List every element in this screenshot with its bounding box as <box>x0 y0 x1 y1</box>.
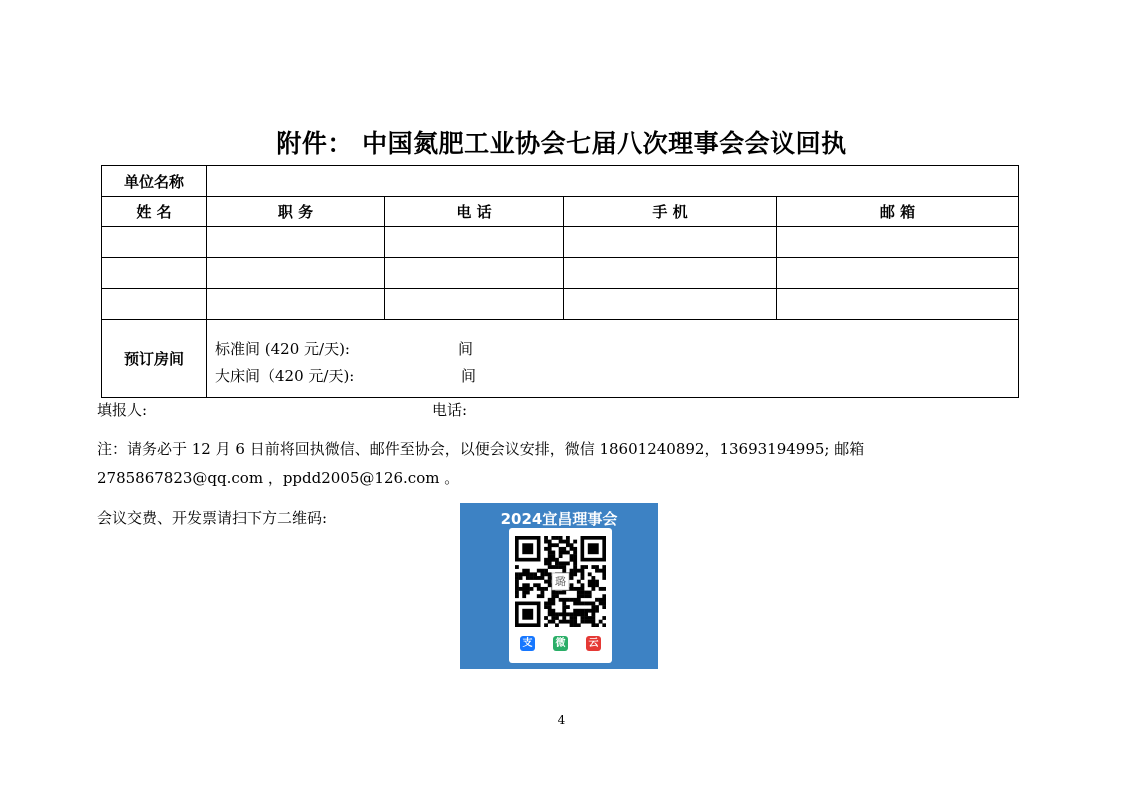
table-row <box>102 289 1019 320</box>
header-row <box>102 197 1019 227</box>
col-header-position: 职 务 <box>207 197 385 227</box>
mobile-cell[interactable] <box>564 258 777 289</box>
name-cell[interactable] <box>102 258 207 289</box>
name-cell[interactable] <box>102 289 207 320</box>
unit-name-row <box>102 166 1019 197</box>
position-cell[interactable] <box>207 258 385 289</box>
unit-name-field[interactable] <box>207 166 1019 197</box>
col-header-name: 姓 名 <box>102 197 207 227</box>
payment-qr-card <box>460 503 658 669</box>
wechat-pay-icon: 微 <box>553 636 568 651</box>
qr-code-icon[interactable] <box>515 536 606 627</box>
room-king-unit: 间 <box>461 367 477 385</box>
room-booking-cell <box>207 320 1019 398</box>
phone-label: 电话: <box>432 401 468 419</box>
position-cell[interactable] <box>207 227 385 258</box>
payment-instruction: 会议交费、开发票请扫下方二维码: <box>97 509 328 527</box>
phone-cell[interactable] <box>385 258 564 289</box>
room-standard-label: 标准间 (420 元/天): <box>215 340 350 358</box>
page-number: 4 <box>557 713 566 727</box>
col-header-mobile: 手 机 <box>564 197 777 227</box>
unit-name-label: 单位名称 <box>102 166 207 197</box>
reply-form-table <box>101 165 1019 398</box>
note-line-1: 注：请务必于 12 月 6 日前将回执微信、邮件至协会，以便会议安排，微信 18601240892，13693194995; 邮箱 <box>97 440 865 458</box>
mobile-cell[interactable] <box>564 289 777 320</box>
email-cell[interactable] <box>777 258 1019 289</box>
qr-card-title: 2024宜昌理事会 <box>500 510 618 528</box>
table-row <box>102 258 1019 289</box>
note-line-2: 2785867823@qq.com ，ppdd2005@126.com 。 <box>97 469 460 487</box>
col-header-email: 邮 箱 <box>777 197 1019 227</box>
position-cell[interactable] <box>207 289 385 320</box>
email-cell[interactable] <box>777 289 1019 320</box>
room-booking-label: 预订房间 <box>102 320 207 398</box>
qr-card-inner <box>509 528 612 663</box>
unionpay-icon: 云 <box>586 636 601 651</box>
alipay-icon: 支 <box>520 636 535 651</box>
phone-cell[interactable] <box>385 227 564 258</box>
room-king-label: 大床间（420 元/天): <box>215 367 355 385</box>
name-cell[interactable] <box>102 227 207 258</box>
qr-center-logo: 璐 <box>555 575 566 588</box>
page-title: 附件： 中国氮肥工业协会七届八次理事会会议回执 <box>276 129 847 158</box>
phone-cell[interactable] <box>385 289 564 320</box>
mobile-cell[interactable] <box>564 227 777 258</box>
col-header-phone: 电 话 <box>385 197 564 227</box>
table-row <box>102 227 1019 258</box>
room-standard-unit: 间 <box>458 340 474 358</box>
email-cell[interactable] <box>777 227 1019 258</box>
room-booking-row <box>102 320 1019 398</box>
filler-label: 填报人: <box>97 401 148 419</box>
